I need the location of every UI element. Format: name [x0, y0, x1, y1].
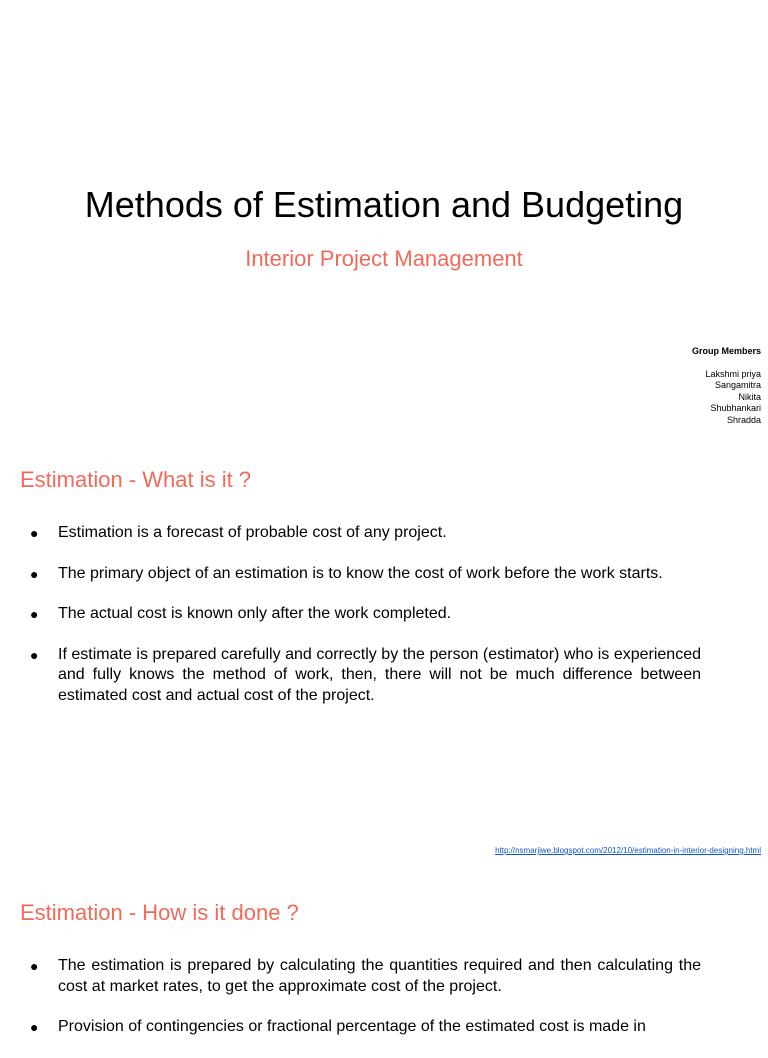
bullet-text: Estimation is a forecast of probable cost of any project.: [58, 524, 447, 541]
bullet-item: [30, 1017, 701, 1038]
bullet-list-how: [30, 956, 701, 1058]
presentation-title: Methods of Estimation and Budgeting: [84, 184, 684, 225]
section-heading-how: Estimation - How is it done ?: [20, 900, 299, 925]
bullet-dot-icon: ●: [30, 1019, 39, 1036]
group-member: Lakshmi priya: [705, 368, 761, 379]
section-heading-what: Estimation - What is it ?: [20, 467, 252, 492]
bullet-dot-icon: ●: [30, 606, 39, 623]
bullet-item: [30, 956, 701, 997]
group-member: Shubhankari: [710, 403, 761, 413]
source-link[interactable]: http://nsmarjiwe.blogspot.com/2012/10/estimation-in-interior-designing.html: [495, 846, 761, 855]
bullet-item: [30, 604, 701, 625]
bullet-item: [30, 645, 701, 707]
bullet-text: The primary object of an estimation is to know the cost of work before the work starts.: [58, 564, 663, 582]
bullet-text: Provision of contingencies or fractional percentage of the estimated cost is made in: [58, 1018, 646, 1036]
bullet-dot-icon: ●: [30, 525, 39, 541]
bullet-item: [30, 564, 701, 585]
presentation-subtitle: Interior Project Management: [245, 246, 523, 271]
bullet-text: The estimation is prepared by calculating the quantities required and then calculating the cost at market rates, to get the approximate cost of the project.: [58, 957, 701, 995]
bullet-dot-icon: ●: [30, 958, 39, 974]
group-members-heading: Group Members: [691, 346, 761, 356]
bullet-dot-icon: ●: [30, 565, 39, 582]
group-member: Nikita: [738, 391, 761, 402]
group-members-block: [692, 346, 761, 426]
bullet-text: If estimate is prepared carefully and correctly by the person (estimator) who is experienced and fully knows the method of work, then, there will not be much difference between estimated cost and actual cost of the project.: [58, 645, 701, 704]
bullet-item: [30, 523, 701, 544]
group-member: Shradda: [726, 414, 761, 425]
bullet-text: The actual cost is known only after the work completed.: [58, 605, 452, 623]
bullet-list-what: [30, 523, 701, 727]
bullet-dot-icon: ●: [30, 646, 39, 663]
group-member: Sangamitra: [714, 380, 761, 390]
